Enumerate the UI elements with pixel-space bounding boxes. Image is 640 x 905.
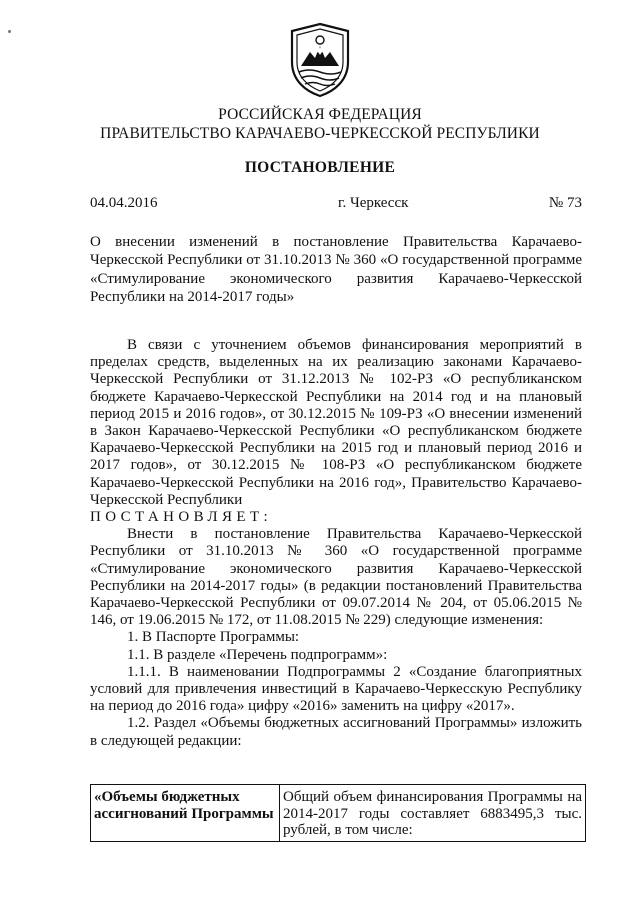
coat-of-arms-icon <box>289 22 351 98</box>
item-1-1: 1.1. В разделе «Перечень подпрограмм»: <box>127 646 388 663</box>
government-heading: ПРАВИТЕЛЬСТВО КАРАЧАЕВО-ЧЕРКЕССКОЙ РЕСПУБЛИКИ <box>100 125 540 142</box>
document-date: 04.04.2016 <box>90 195 158 211</box>
table-text-cell: Общий объем финансирования Программы на 2014-2017 годы составляет 6883495,3 тыс. рублей, в том числе: <box>280 785 586 842</box>
preamble-paragraph: В связи с уточнением объемов финансирования мероприятий в пределах средств, выделенных на их реализацию законами Карачаево-Черкесской Республики от 31.12.2013 № 102-РЗ «О республиканском бюджете Карачаево-Черкесской Республики на 2014 год и на плановый период 2015 и 2016 годов», от 30.12.2015 № 109-РЗ «О внесении изменений в Закон Карачаево-Черкесской Республики «О республиканском бюджете Карачаево-Черкесской Республики на 2015 год и плановый период 2016 и 2017 годов», от 30.12.2015 № 108-РЗ «О республиканском бюджете Карачаево-Черкесской Республики на 2016 год», Правительство Карачаево-Черкесской Республики <box>90 337 582 508</box>
country-heading: РОССИЙСКАЯ ФЕДЕРАЦИЯ <box>218 106 422 123</box>
item-1: 1. В Паспорте Программы: <box>127 629 300 646</box>
resolves-heading: ПОСТАНОВЛЯЕТ: <box>90 509 273 526</box>
budget-table <box>90 784 586 842</box>
amendment-paragraph: Внести в постановление Правительства Карачаево-Черкесской Республики от 31.10.2013 № 360 «О государственной программе «Стимулирование экономического развития Карачаево-Черкесской Республики на 2014-2017 годы» (в редакции постановлений Правительства Карачаево-Черкесской Республики от 09.07.2014 № 204, от 05.06.2015 № 146, от 19.06.2015 № 172, от 11.08.2015 № 229) следующие изменения: <box>90 526 582 629</box>
document-number: № 73 <box>548 195 582 211</box>
scan-speck <box>8 30 11 33</box>
item-1-1-1: 1.1.1. В наименовании Подпрограммы 2 «Создание благоприятных условий для привлечения инвестиций в Карачаево-Черкесскую Республику на период до 2016 года» цифру «2016» заменить на цифру «2017». <box>90 663 582 715</box>
document-body <box>90 337 582 750</box>
item-1-2: 1.2. Раздел «Объемы бюджетных ассигнований Программы» изложить в следующей редакции: <box>90 715 582 749</box>
document-city: г. Черкесск <box>338 195 409 211</box>
table-row <box>91 785 586 842</box>
document-subject: О внесении изменений в постановление Правительства Карачаево-Черкесской Республики от 31.10.2013 № 360 «О государственной программе «Стимулирование экономического развития Карачаево-Черкесской Республики на 2014-2017 годы» <box>90 234 582 305</box>
document-type-title: ПОСТАНОВЛЕНИЕ <box>244 159 396 176</box>
table-label-cell: «Объемы бюджетных ассигнований Программы <box>91 785 280 842</box>
dateline <box>90 195 582 212</box>
